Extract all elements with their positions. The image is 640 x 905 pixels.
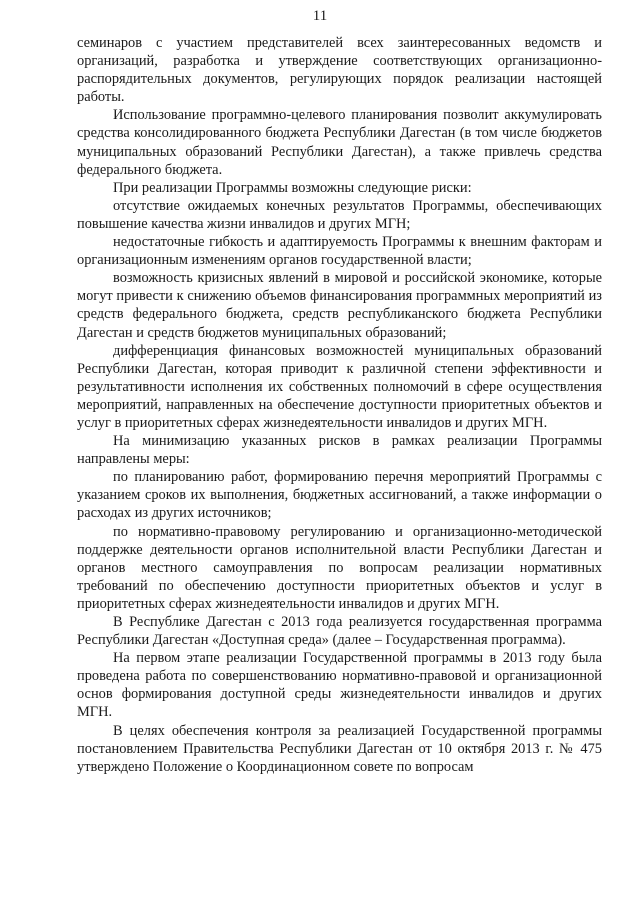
paragraph-6: возможность кризисных явлений в мировой и российской экономике, которые могут привести к снижению объемов финансирования программных мероприятий из средств федерального бюджета, средств республиканского бюджета Республики Дагестан и средств бюджетов муниципальных образований; (77, 270, 602, 341)
paragraph-3: При реализации Программы возможны следующие риски: (113, 179, 472, 196)
paragraph-10: по нормативно-правовому регулированию и организационно-методической поддержке деятельности органов исполнительной власти Республики Дагестан и органов местного самоуправления по вопросам реализации нормативных требований по обеспечению доступности приоритетных объектов и услуг в приоритетных сферах жизнедеятельности инвалидов и других МГН. (77, 523, 602, 612)
page-number: 11 (312, 8, 328, 24)
paragraph-8: На минимизацию указанных рисков в рамках реализации Программы направлены меры: (77, 433, 602, 468)
paragraph-2: Использование программно-целевого планирования позволит аккумулировать средства консолидированного бюджета Республики Дагестан (в том числе бюджетов муниципальных образований Республики Дагестан), а также привлечь средства федерального бюджета. (77, 107, 602, 178)
paragraph-7: дифференциация финансовых возможностей муниципальных образований Республики Дагестан, которая приводит к различной степени эффективности и результативности исполнения их собственных полномочий в сфере осуществления мероприятий, направленных на обеспечение доступности приоритетных объектов и услуг в приоритетных сферах жизнедеятельности инвалидов и других МГН. (77, 342, 602, 431)
paragraph-11: В Республике Дагестан с 2013 года реализуется государственная программа Республики Дагестан «Доступная среда» (далее – Государственная программа). (77, 614, 602, 649)
paragraph-9: по планированию работ, формированию перечня мероприятий Программы с указанием сроков их выполнения, бюджетных ассигнований, а также информации о расходах из других источников; (77, 469, 602, 522)
paragraph-5: недостаточные гибкость и адаптируемость Программы к внешним факторам и организационным изменениям органов государственной власти; (77, 234, 602, 269)
paragraph-13: В целях обеспечения контроля за реализацией Государственной программы постановлением Правительства Республики Дагестан от 10 октября 2013 г. № 475 утверждено Положение о Координационном совете по вопросам (77, 722, 602, 775)
paragraph-4: отсутствие ожидаемых конечных результатов Программы, обеспечивающих повышение качества жизни инвалидов и других МГН; (77, 197, 602, 232)
paragraph-1: семинаров с участием представителей всех заинтересованных ведомств и организаций, разработка и утверждение соответствующих организационно-распорядительных документов, регулирующих порядок реализации настоящей работы. (77, 35, 602, 106)
document-body (77, 34, 602, 776)
paragraph-12: На первом этапе реализации Государственной программы в 2013 году была проведена работа по совершенствованию нормативно-правовой и организационной основ формирования доступной среды жизнедеятельности инвалидов и других МГН. (77, 650, 602, 721)
